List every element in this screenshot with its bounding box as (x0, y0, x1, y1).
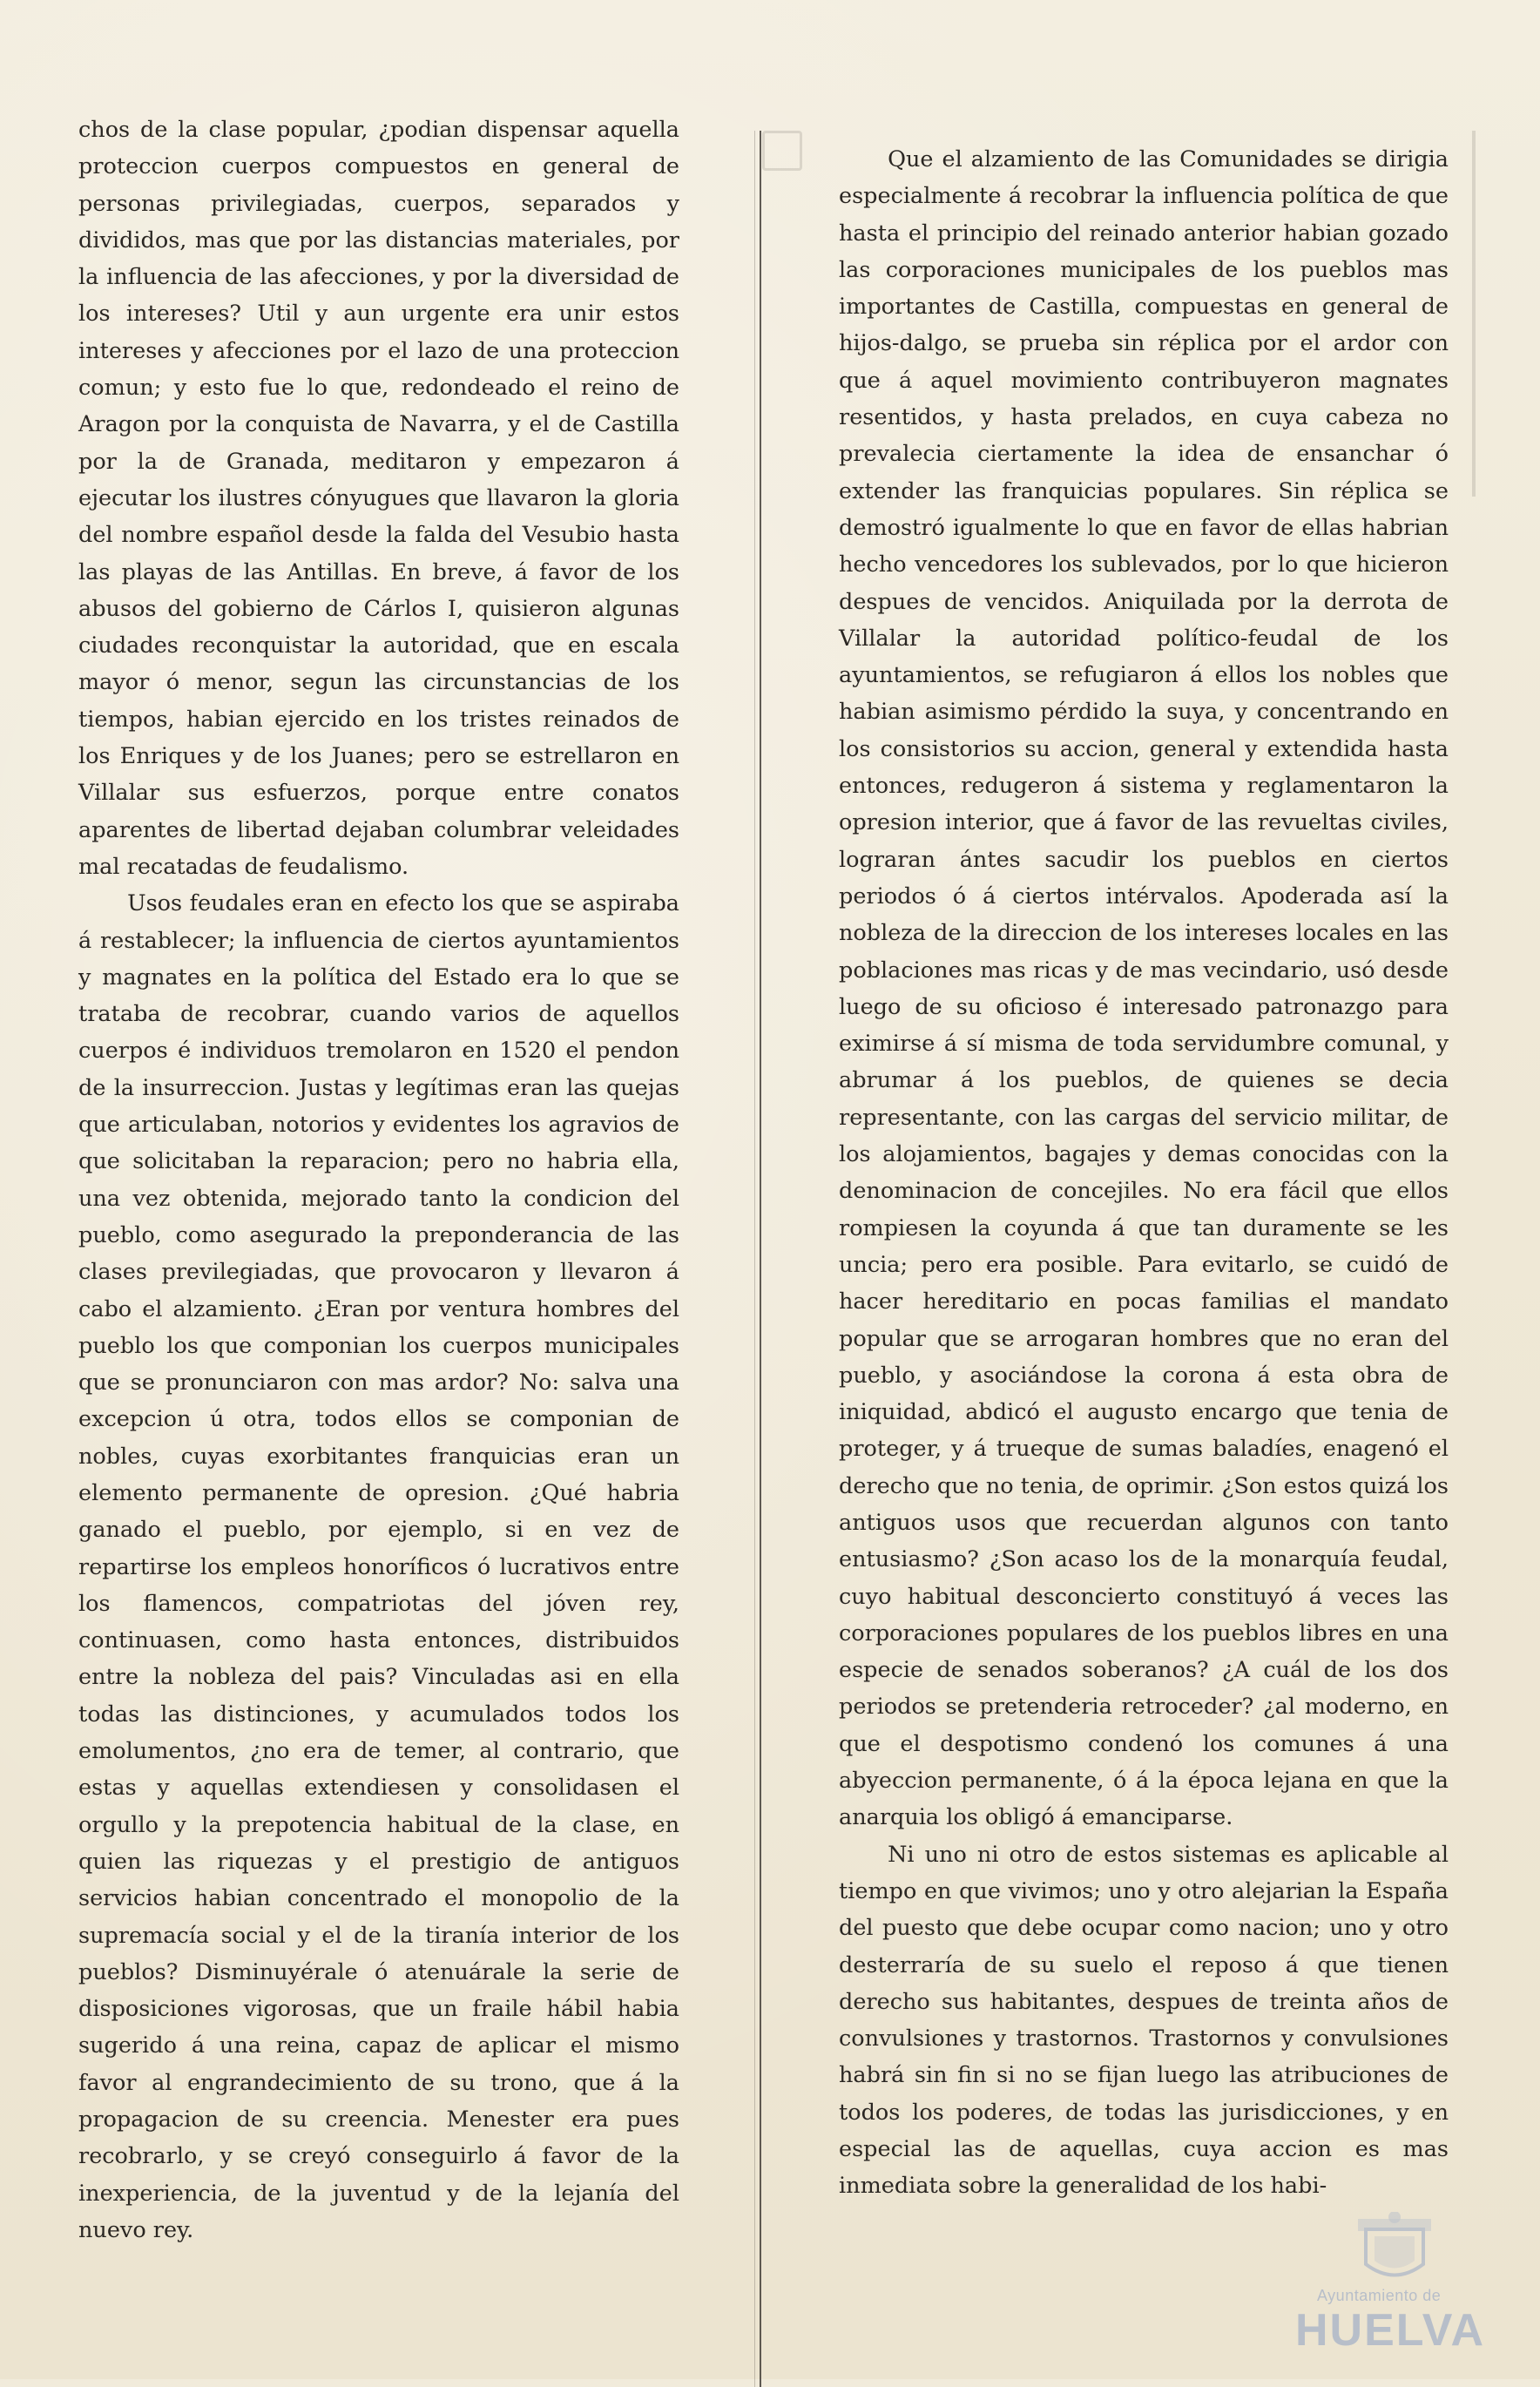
left-paragraph-1: chos de la clase popular, ¿podian dispensar aquella proteccion cuerpos compuestos en general de personas privilegiadas, cuerpos, separados y divididos, mas que por las distancias materiales, por la influencia de las afecciones, y por la diversidad de los intereses? Util y aun urgente era unir estos intereses y afecciones por el lazo de una proteccion comun; y esto fue lo que, redondeado el reino de Aragon por la conquista de Navarra, y el de Castilla por la de Granada, meditaron y empezaron á ejecutar los ilustres cónyugues que llavaron la gloria del nombre español desde la falda del Vesubio hasta las playas de las Antillas. En breve, á favor de los abusos del gobierno de Cárlos I, quisieron algunas ciudades reconquistar la autoridad, que en escala mayor ó menor, segun las circunstancias de los tiempos, habian ejercido en los tristes reinados de los Enriques y de los Juanes; pero se estrellaron en Villalar sus esfuerzos, porque entre conatos aparentes de libertad dejaban columbrar veleidades mal recatadas de feudalismo. (78, 117, 679, 880)
watermark-line-1: Ayuntamiento de (1317, 2287, 1442, 2304)
left-column (78, 112, 679, 2248)
left-paragraph-2: Usos feudales eran en efecto los que se aspiraba á restablecer; la influencia de ciertos ayuntamientos y magnates en la política del Estado era lo que se trataba de recobrar, cuando varios de aquellos cuerpos é individuos tremolaron en 1520 el pendon de la insurreccion. Justas y legítimas eran las quejas que articulaban, notorios y evidentes los agravios de que solicitaban la reparacion; pero no habria ella, una vez obtenida, mejorado tanto la condicion del pueblo, como asegurado la preponderancia de las clases previlegiadas, que provocaron y llevaron á cabo el alzamiento. ¿Eran por ventura hombres del pueblo los que componian los cuerpos municipales que se pronunciaron con mas ardor? No: salva una excepcion ú otra, todos ellos se componian de nobles, cuyas exorbitantes franquicias eran un elemento permanente de opresion. ¿Qué habria ganado el pueblo, por ejemplo, si en vez de repartirse los empleos honoríficos ó lucrativos entre los flamencos, compatriotas del jóven rey, continuasen, como hasta entonces, distribuidos entre la nobleza del pais? Vinculadas asi en ella todas las distinciones, y acumulados todos los emolumentos, ¿no era de temer, al contrario, que estas y aquellas extendiesen y consolidasen el orgullo y la prepotencia habitual de la clase, en quien las riquezas y el prestigio de antiguos servicios habian concentrado el monopolio de la supremacía social y el de la tiranía interior de los pueblos? Disminuyérale ó atenuárale la serie de disposiciones vigorosas, que un fraile hábil habia sugerido á una reina, capaz de aplicar el mismo favor al engrandecimiento de su trono, que á la propagacion de su creencia. Menester era pues recobrarlo, y se creyó conseguirlo á favor de la inexperiencia, de la juventud y de la lejanía del nuevo rey. (78, 890, 679, 2243)
right-paragraph-2: Ni uno ni otro de estos sistemas es aplicable al tiempo en que vivimos; uno y otro alejarian la España del puesto que debe ocupar como nacion; uno y otro desterraría de su suelo el reposo á que tienen derecho sus habitantes, despues de treinta años de convulsiones y trastornos. Trastornos y convulsiones habrá sin fin si no se fijan luego las atribuciones de todos los poderes, de todas las jurisdicciones, y en especial las de aquellas, cuya accion es mas inmediata sobre la generalidad de los habi- (839, 1841, 1449, 2200)
bleed-through-mark (762, 131, 802, 171)
column-divider (760, 131, 761, 2387)
column-divider-shadow (754, 131, 755, 2387)
right-column (839, 141, 1449, 2205)
watermark-line-2: HUELVA (1295, 2305, 1486, 2356)
bleed-through-mark (1472, 131, 1528, 497)
right-paragraph-1: Que el alzamiento de las Comunidades se dirigia especialmente á recobrar la influencia política de que hasta el principio del reinado anterior habian gozado las corporaciones municipales de los pueblos mas importantes de Castilla, compuestas en general de hijos-dalgo, se prueba sin réplica por el ardor con que á aquel movimiento contribuyeron magnates resentidos, y hasta prelados, en cuya cabeza no prevalecia ciertamente la idea de ensanchar ó extender las franquicias populares. Sin réplica se demostró igualmente lo que en favor de ellas habrian hecho vencedores los sublevados, por lo que hicieron despues de vencidos. Aniquilada por la derrota de Villalar la autoridad político-feudal de los ayuntamientos, se refugiaron á ellos los nobles que habian asimismo pérdido la suya, y concentrando en los consistorios su accion, general y extendida hasta entonces, redugeron á sistema y reglamentaron la opresion interior, que á favor de las revueltas civiles, lograran ántes sacudir los pueblos en ciertos periodos ó á ciertos intérvalos. Apoderada así la nobleza de la direccion de los intereses locales en las poblaciones mas ricas y de mas vecindario, usó desde luego de su oficioso é interesado patronazgo para eximirse á sí misma de toda servidumbre comunal, y abrumar á los pueblos, de quienes se decia representante, con las cargas del servicio militar, de los alojamientos, bagajes y demas conocidas con la denominacion de concejiles. No era fácil que ellos rompiesen la coyunda á que tan duramente se les uncia; pero era posible. Para evitarlo, se cuidó de hacer hereditario en pocas familias el mandato popular que se arrogaran hombres que no eran del pueblo, y asociándose la corona á esta obra de iniquidad, abdicó el augusto encargo que tenia de proteger, y á trueque de sumas baladíes, enagenó el derecho que no tenia, de oprimir. ¿Son estos quizá los antiguos usos que recuerdan algunos con tanto entusiasmo? ¿Son acaso los de la monarquía feudal, cuyo habitual desconcierto constituyó á veces las corporaciones populares de los pueblos libres en una especie de senados soberanos? ¿A cuál de los dos periodos se pretenderia retroceder? ¿al moderno, en que el despotismo condenó los comunes á una abyeccion permanente, ó á la época lejana en que la anarquia los obligó á emanciparse. (839, 146, 1449, 1831)
